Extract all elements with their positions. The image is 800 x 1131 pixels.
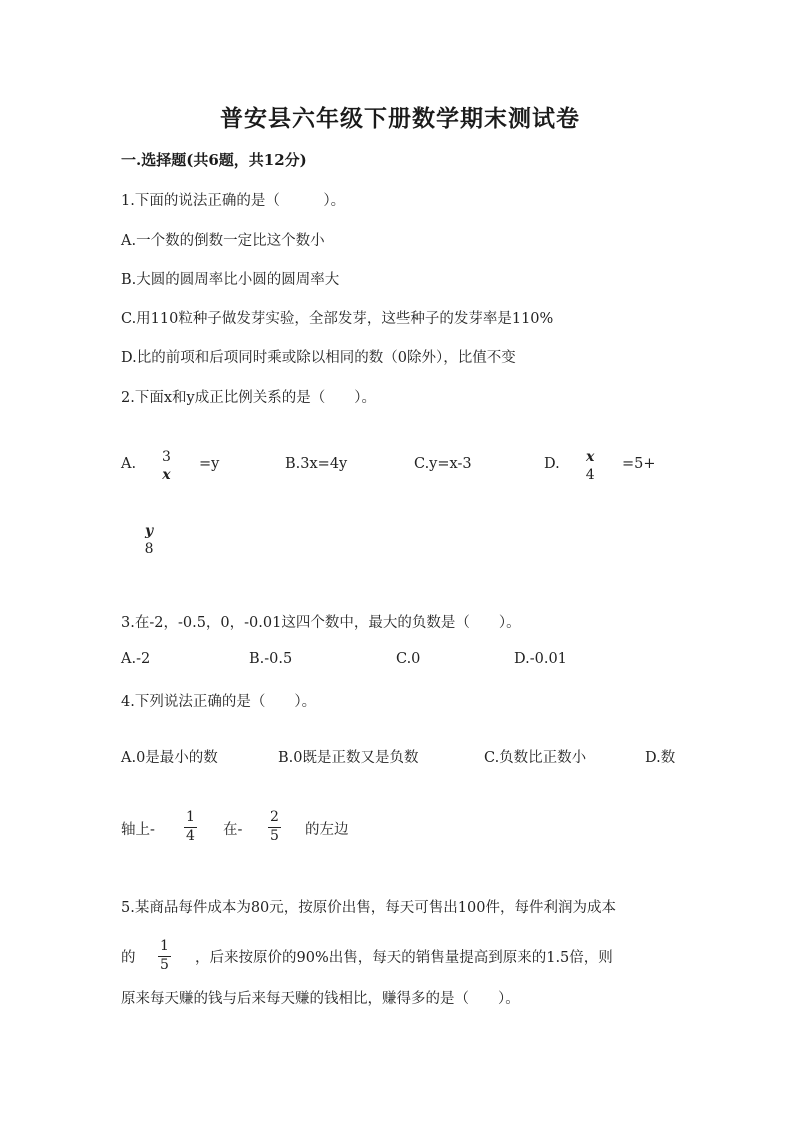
question-3-stem: 3.在-2，-0.5，0，-0.01这四个数中，最大的负数是（ ）。: [121, 615, 521, 631]
question-1-option-c: C.用110粒种子做发芽实验，全部发芽，这些种子的发芽率是110%: [121, 311, 554, 327]
question-2-option-b: B.3x=4y: [285, 456, 348, 472]
fraction-numerator: 3: [162, 449, 171, 465]
question-3-option-a: A.-2: [121, 651, 151, 667]
question-3-option-c: C.0: [396, 651, 421, 667]
question-1-option-b: B.大圆的圆周率比小圆的圆周率大: [121, 272, 340, 288]
fraction-numerator: x: [586, 449, 595, 465]
fraction-denominator: 8: [144, 541, 154, 557]
question-5-line-3: 原来每天赚的钱与后来每天赚的钱相比，赚得多的是（ ）。: [121, 991, 520, 1007]
question-4-fraction-1-4: [184, 810, 197, 844]
question-2-option-a-tail: =y: [199, 456, 220, 472]
fraction-denominator: 5: [160, 957, 169, 973]
question-3-option-b: B.-0.5: [249, 651, 293, 667]
fraction-denominator: 4: [186, 828, 195, 844]
question-4-stem: 4.下列说法正确的是（ ）。: [121, 694, 317, 710]
fraction-denominator: x: [162, 467, 171, 483]
question-4-option-d-continued: 轴上-: [121, 822, 155, 838]
question-3-option-d: D.-0.01: [514, 651, 567, 667]
question-4-option-c: C.负数比正数小: [484, 750, 587, 766]
question-5-line-2-prefix: 的: [121, 950, 136, 966]
fraction-numerator: 2: [270, 809, 279, 825]
question-2-option-d-tail: =5+: [622, 456, 656, 472]
question-1-stem: 1.下面的说法正确的是（ ）。: [121, 193, 346, 209]
question-2-option-a-label: A.: [121, 456, 137, 472]
fraction-numerator: 1: [160, 938, 169, 954]
section-heading: 一.选择题(共6题，共12分): [121, 151, 307, 169]
question-4-option-a: A.0是最小的数: [121, 750, 218, 766]
question-2-option-d-fraction-2: [143, 524, 155, 557]
question-5-line-2: ，后来按原价的90%出售，每天的销售量提高到原来的1.5倍，则: [195, 950, 613, 966]
question-4-fraction-2-5: [268, 810, 281, 844]
question-2-option-c: C.y=x-3: [414, 456, 472, 472]
question-4-option-b: B.0既是正数又是负数: [278, 750, 419, 766]
question-2-stem: 2.下面x和y成正比例关系的是（ ）。: [121, 390, 376, 406]
question-5-line-1: 5.某商品每件成本为80元，按原价出售，每天可售出100件，每件利润为成本: [121, 900, 616, 916]
question-4-option-d: D.数: [645, 750, 676, 766]
fraction-denominator: 4: [585, 467, 595, 483]
question-2-option-d-label: D.: [544, 456, 560, 472]
question-2-option-a-fraction: [160, 450, 173, 483]
fraction-denominator: 5: [270, 828, 279, 844]
question-1-option-d: D.比的前项和后项同时乘或除以相同的数（0除外），比值不变: [121, 350, 516, 366]
fraction-numerator: 1: [186, 809, 195, 825]
question-1-option-a: A.一个数的倒数一定比这个数小: [121, 233, 325, 249]
question-5-fraction-1-5: [158, 939, 171, 973]
question-2-option-d-fraction: [584, 450, 596, 483]
question-4-mid-text: 在-: [223, 822, 243, 838]
question-4-tail-text: 的左边: [305, 822, 349, 838]
fraction-numerator: y: [145, 523, 154, 539]
page-title: 普安县六年级下册数学期末测试卷: [220, 105, 580, 132]
